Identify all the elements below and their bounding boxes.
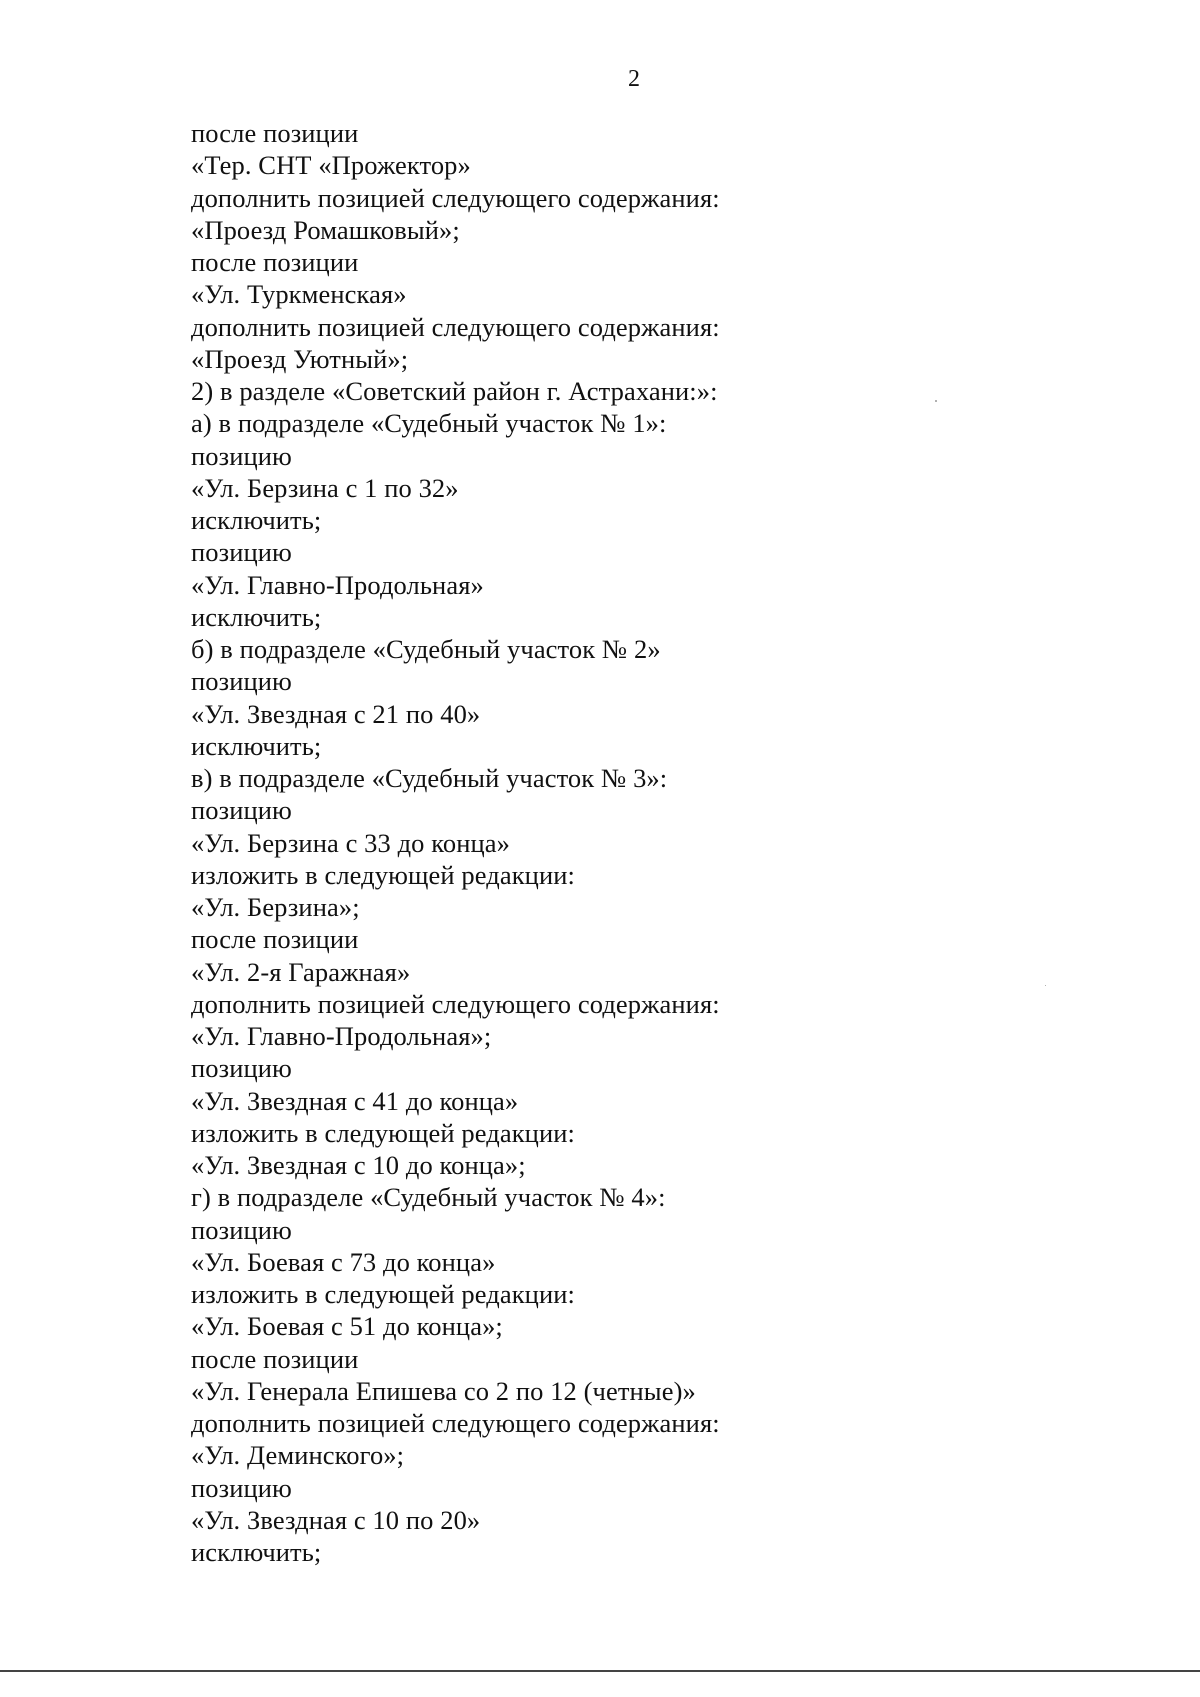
- page-bottom-rule: [0, 1670, 1200, 1672]
- subsection-heading: в) в подразделе «Судебный участок № 3»:: [191, 763, 668, 793]
- text-line: исключить;: [191, 601, 322, 632]
- document-body: [191, 117, 1091, 1568]
- text-line: дополнить позицией следующего содержания:: [191, 311, 720, 342]
- text-line: исключить;: [191, 1537, 322, 1567]
- section-heading: 2) в разделе «Советский район г. Астрахани:»:: [191, 376, 718, 406]
- text-line: «Ул. Главно-Продольная»;: [191, 1021, 492, 1051]
- subsection-heading: г) в подразделе «Судебный участок № 4»:: [191, 1182, 666, 1213]
- text-line: «Ул. Боевая с 51 до конца»;: [191, 1311, 503, 1342]
- text-line: позицию: [191, 440, 292, 471]
- text-line: дополнить позицией следующего содержания:: [191, 988, 720, 1019]
- text-line: «Ул. Генерала Епишева со 2 по 12 (четные)»: [191, 1375, 696, 1406]
- text-line: после позиции: [191, 1343, 359, 1374]
- subsection-heading: б) в подразделе «Судебный участок № 2»: [191, 634, 661, 664]
- text-line: «Ул. Главно-Продольная»: [191, 569, 484, 600]
- text-line: дополнить позицией следующего содержания:: [191, 1408, 720, 1438]
- text-line: «Ул. Туркменская»: [191, 279, 407, 310]
- text-line: позицию: [191, 537, 292, 568]
- text-line: изложить в следующей редакции:: [191, 859, 575, 890]
- text-line: «Ул. Берзина»;: [191, 892, 360, 922]
- text-line: «Ул. Боевая с 73 до конца»: [191, 1246, 496, 1277]
- subsection-heading: а) в подразделе «Судебный участок № 1»:: [191, 408, 667, 439]
- text-line: «Проезд Ромашковый»;: [191, 214, 460, 245]
- text-line: изложить в следующей редакции:: [191, 1117, 575, 1148]
- text-line: «Ул. Звездная с 10 до конца»;: [191, 1150, 526, 1180]
- scan-speck: [935, 400, 937, 402]
- text-line: после позиции: [191, 247, 359, 277]
- text-line: позицию: [191, 666, 292, 697]
- text-line: позицию: [191, 1472, 292, 1503]
- text-line: дополнить позицией следующего содержания:: [191, 182, 720, 213]
- text-line: «Проезд Уютный»;: [191, 343, 409, 374]
- text-line: «Ул. Звездная с 10 по 20»: [191, 1504, 481, 1535]
- text-line: позицию: [191, 1053, 292, 1084]
- scan-speck: [1045, 985, 1046, 986]
- text-line: «Ул. 2-я Гаражная»: [191, 956, 411, 987]
- text-line: после позиции: [191, 924, 359, 955]
- text-line: «Ул. Звездная с 21 по 40»: [191, 698, 481, 729]
- text-line: «Ул. Берзина с 1 по 32»: [191, 472, 459, 503]
- text-line: «Ул. Берзина с 33 до конца»: [191, 827, 510, 858]
- text-line: исключить;: [191, 730, 322, 761]
- text-line: после позиции: [191, 118, 359, 148]
- text-line: изложить в следующей редакции:: [191, 1279, 575, 1309]
- page-number: 2: [628, 66, 640, 92]
- text-line: «Ул. Деминского»;: [191, 1440, 405, 1471]
- text-line: позицию: [191, 1214, 292, 1245]
- text-line: позицию: [191, 795, 292, 826]
- text-line: исключить;: [191, 505, 322, 535]
- text-line: «Тер. СНТ «Прожектор»: [191, 150, 471, 181]
- text-line: «Ул. Звездная с 41 до конца»: [191, 1085, 519, 1116]
